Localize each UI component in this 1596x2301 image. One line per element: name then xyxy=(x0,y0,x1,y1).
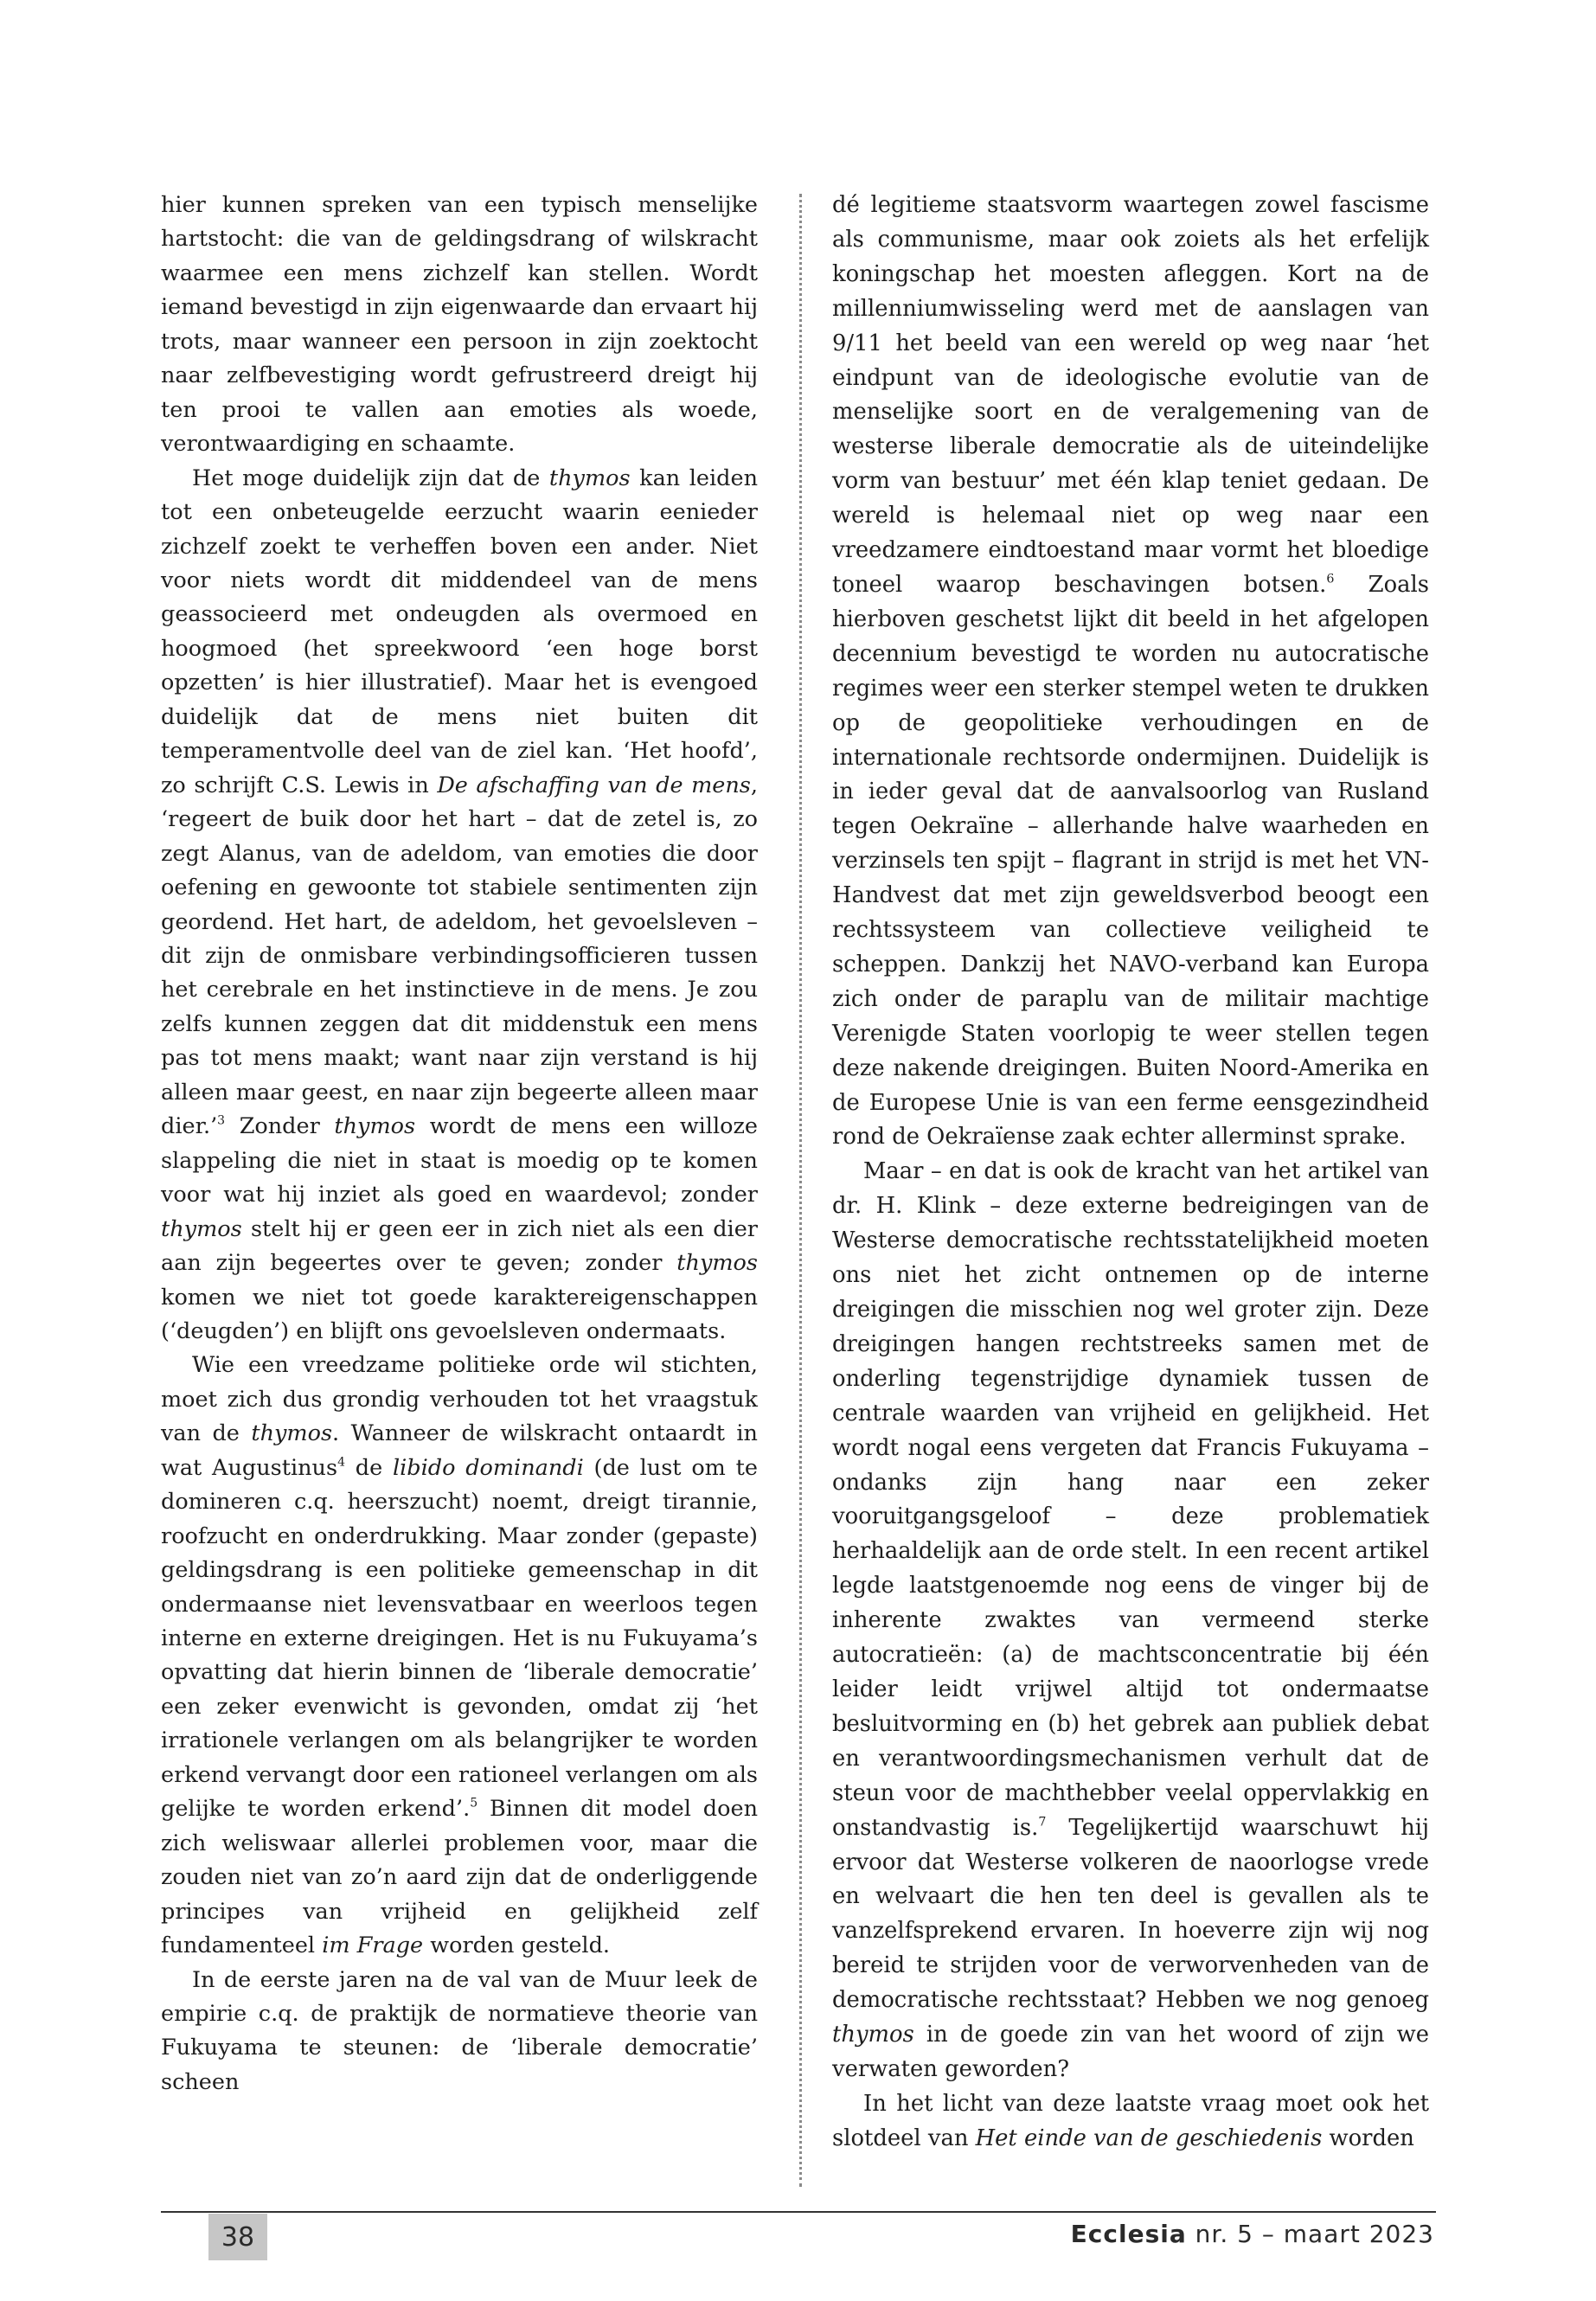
text-segment: kan leiden tot een onbeteugelde eerzucht waarin eenieder zichzelf zoekt te verheffen boven een ander. Niet voor niets wordt dit middendeel van de mens geassocieerd met ondeugden als overmoed en hoogmoed (het spreekwoord ‘een hoge borst opzetten’ is hier illustratief). Maar het is evengoed duidelijk dat de mens niet buiten dit temperamentvolle deel van de ziel kan. ‘Het hoofd’, zo schrijft C.S. Lewis in xyxy=(161,465,758,798)
text-segment: thymos xyxy=(251,1420,333,1447)
left-column xyxy=(161,189,758,2099)
text-segment: hier kunnen spreken van een typisch menselijke hartstocht: die van de geldingsdrang of wilskracht waarmee een mens zichzelf kan stellen. Wordt iemand bevestigd in zijn eigenwaarde dan ervaart hij trots, maar wanneer een persoon in zijn zoektocht naar zelfbevestiging wordt gefrustreerd dreigt hij ten prooi te vallen aan emoties als woede, verontwaardiging en schaamte. xyxy=(161,192,758,458)
text-segment: thymos xyxy=(676,1250,758,1277)
journal-name: Ecclesia xyxy=(1070,2220,1187,2248)
text-segment: stelt hij er geen eer in zich niet als een dier aan zijn begeertes over te geven; zonder xyxy=(161,1215,758,1277)
text-segment: komen we niet tot goede karaktereigenschappen (‘deugden’) en blijft ons gevoelsleven ondermaats. xyxy=(161,1284,758,1344)
text-segment: thymos xyxy=(161,1215,242,1242)
text-segment: libido dominandi xyxy=(392,1454,584,1481)
text-segment: Het moge duidelijk zijn dat de xyxy=(192,465,549,491)
text-segment: wordt de mens een willoze slappeling die niet in staat is moedig op te komen voor wat hij inziet als goed en waardevol; zonder xyxy=(161,1113,758,1208)
text-segment: worden xyxy=(1322,2125,1414,2151)
journal-reference xyxy=(1071,2220,1434,2248)
footnote-ref: 5 xyxy=(470,1796,478,1811)
text-segment: (de lust om te domineren c.q. heerszucht) noemt, dreigt tirannie, roofzucht en onderdrukking. Maar zonder (gepaste) geldingsdrang is een politieke gemeenschap in dit ondermaanse niet levensvatbaar en weerloos tegen interne en externe dreigingen. Het is nu Fukuyama’s opvatting dat hierin binnen de ‘liberale democratie’ een zeker evenwicht is gevonden, omdat zij ‘het irrationele verlangen om als belangrijker te worden erkend vervangt door een rationeel verlangen om als gelijke te worden erkend’. xyxy=(161,1454,758,1823)
text-segment: Zoals hierboven geschetst lijkt dit beeld in het afgelopen decennium bevestigd te worden nu autocratische regimes weer een sterker stempel weten te drukken op de geopolitieke verhoudingen en de internationale rechtsorde ondermijnen. Duidelijk is in ieder geval dat de aanvalsoorlog van Rusland tegen Oekraïne – allerhande halve waarheden en verzinsels ten spijt – flagrant in strijd is met het VN-Handvest dat met zijn geweldsverbod beoogt een rechtssysteem van collectieve veiligheid te scheppen. Dankzij het NAVO-verband kan Europa zich onder de paraplu van de militair machtige Verenigde Staten voorlopig te weer stellen tegen deze nakende dreigingen. Buiten Noord-Amerika en de Europese Unie is van een ferme eensgezindheid rond de Oekraïense zaak echter allerminst sprake. xyxy=(832,571,1429,1150)
right-column xyxy=(832,189,1429,2157)
text-segment: Het einde van de geschiedenis xyxy=(975,2125,1323,2151)
footnote-ref: 7 xyxy=(1038,1814,1047,1829)
page-number-text: 38 xyxy=(221,2221,255,2253)
paragraph-p1 xyxy=(161,189,758,462)
text-segment: Tegelijkertijd waarschuwt hij ervoor dat Westerse volkeren de naoorlogse vrede en welvaart die hen ten deel is gevallen als te vanzelfsprekend ervaren. In hoeverre zijn wij nog bereid te strijden voor de verworvenheden van de democratische rechtsstaat? Hebben we nog genoeg xyxy=(832,1814,1429,2014)
paragraph-p3 xyxy=(161,1349,758,1963)
column-divider xyxy=(799,194,802,2187)
paragraph-p4 xyxy=(161,1964,758,2100)
text-segment: De afschaffing van de mens xyxy=(437,772,751,798)
paragraph-p6 xyxy=(832,1155,1429,2086)
text-segment: In de eerste jaren na de val van de Muur leek de empirie c.q. de praktijk de normatieve theorie van Fukuyama te steunen: de ‘liberale democratie’ scheen xyxy=(161,1966,758,2095)
text-segment: im Frage xyxy=(322,1932,424,1959)
paragraph-p5 xyxy=(832,189,1429,1155)
text-segment: , ‘regeert de buik door het hart – dat de zetel is, zo zegt Alanus, van de adeldom, van emoties die door oefening en gewoonte tot stabiele sentimenten zijn geordend. Het hart, de adeldom, het gevoelsleven – dit zijn de onmisbare verbindingsofficieren tussen het cerebrale en het instinctieve in de mens. Je zou zelfs kunnen zeggen dat dit middenstuk een mens pas tot mens maakt; want naar zijn verstand is hij alleen maar geest, en naar zijn begeerte alleen maar dier.’ xyxy=(161,772,758,1140)
text-segment: Maar – en dat is ook de kracht van het artikel van dr. H. Klink – deze externe bedreigingen van de Westerse democratische rechtsstatelijkheid moeten ons niet het zicht ontnemen op de interne dreigingen die misschien nog wel groter zijn. Deze dreigingen hangen rechtstreeks samen met de onderling tegenstrijdige dynamiek tussen de centrale waarden van vrijheid en gelijkheid. Het wordt nogal eens vergeten dat Francis Fukuyama – ondanks zijn hang naar een zeker vooruitgangsgeloof – deze problematiek herhaaldelijk aan de orde stelt. In een recent artikel legde laatstgenoemde nog eens de vinger bij de inherente zwaktes van vermeend sterke autocratieën: (a) de machtsconcentratie bij één leider leidt vrijwel altijd tot ondermaatse besluitvorming en (b) het gebrek aan publiek debat en verantwoordingsmechanismen verhult dat de steun voor de machthebber veelal oppervlakkig en onstandvastig is. xyxy=(832,1158,1429,1841)
footer-rule xyxy=(161,2211,1436,2213)
text-segment: in de goede zin van het woord of zijn we verwaten geworden? xyxy=(832,2022,1429,2082)
text-segment: . Wanneer de wilskracht ontaardt in wat Augustinus xyxy=(161,1420,758,1481)
text-segment: thymos xyxy=(334,1113,416,1140)
journal-issue: nr. 5 – maart 2023 xyxy=(1186,2220,1434,2248)
text-segment: worden gesteld. xyxy=(423,1932,610,1959)
paragraph-p2 xyxy=(161,462,758,1349)
text-segment: dé legitieme staatsvorm waartegen zowel fascisme als communisme, maar ook zoiets als het erfelijk koningschap het moesten afleggen. Kort na de millenniumwisseling werd met de aanslagen van 9/11 het beeld van een wereld op weg naar ‘het eindpunt van de ideologische evolutie van de menselijke soort en de veralgemening van de westerse liberale democratie als de uiteindelijke vorm van bestuur’ met één klap teniet gedaan. De wereld is helemaal niet op weg naar een vreedzamere eindtoestand maar vormt het bloedige toneel waarop beschavingen botsen. xyxy=(832,192,1429,598)
text-segment: de xyxy=(344,1454,393,1481)
text-segment: Zonder xyxy=(225,1113,335,1140)
text-segment: Binnen dit model doen zich weliswaar allerlei problemen voor, maar die zouden niet van zo’n aard zijn dat de onderliggende principes van vrijheid en gelijkheid zelf fundamenteel xyxy=(161,1796,758,1959)
text-segment: In het licht van deze laatste vraag moet ook het slotdeel van xyxy=(832,2090,1429,2151)
footnote-ref: 4 xyxy=(337,1455,345,1470)
page-number xyxy=(208,2214,267,2260)
footnote-ref: 6 xyxy=(1326,572,1335,586)
paragraph-p7 xyxy=(832,2087,1429,2157)
text-segment: thymos xyxy=(832,2022,914,2048)
text-segment: Wie een vreedzame politieke orde wil stichten, moet zich dus grondig verhouden tot het vraagstuk van de xyxy=(161,1352,758,1447)
footnote-ref: 3 xyxy=(217,1113,226,1128)
text-segment: thymos xyxy=(548,465,631,491)
